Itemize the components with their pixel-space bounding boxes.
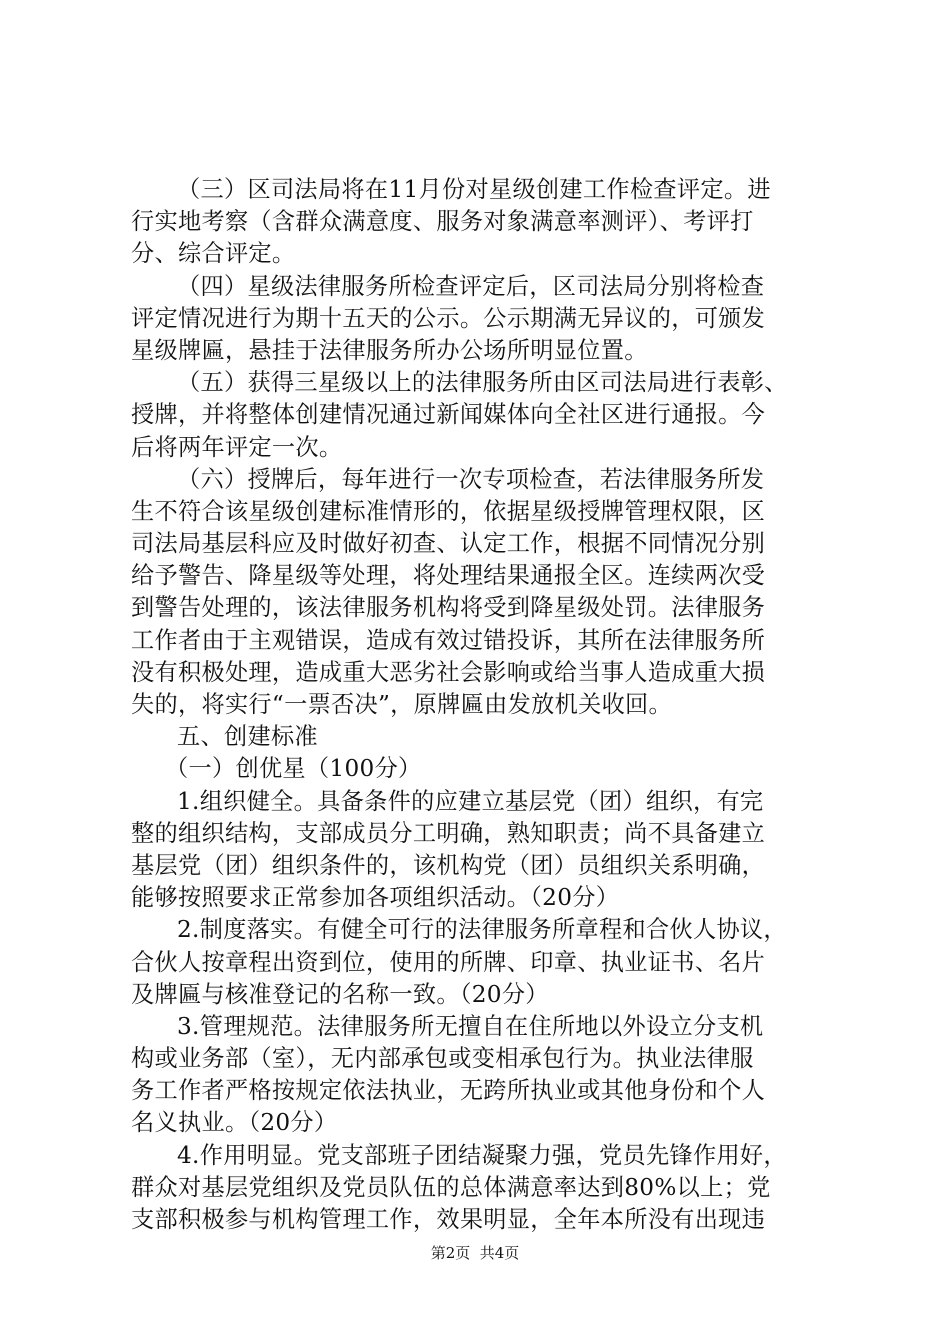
text-line: 及牌匾与核准登记的名称一致。（20分） [131, 980, 549, 1008]
text-line: 支部积极参与机构管理工作，效果明显，全年本所没有出现违 [131, 1206, 766, 1233]
text-line: （三）区司法局将在11月份对星级创建工作检查评定。进 [177, 176, 771, 203]
text-line: 司法局基层科应及时做好初查、认定工作，根据不同情况分别 [131, 530, 766, 558]
text-line: 群众对基层党组织及党员队伍的总体满意率达到80%以上；党 [131, 1173, 771, 1201]
text-line: 基层党（团）组织条件的，该机构党（团）员组织关系明确， [131, 851, 766, 879]
text-line: 给予警告、降星级等处理，将处理结果通报全区。连续两次受 [131, 562, 766, 590]
paragraph [131, 464, 831, 722]
text-line: 2.制度落实。有健全可行的法律服务所章程和合伙人协议， [177, 916, 787, 944]
paragraph [131, 786, 831, 915]
text-line: 失的，将实行“一票否决”，原牌匾由发放机关收回。 [131, 691, 673, 718]
text-line: 构或业务部（室），无内部承包或变相承包行为。执业法律服 [131, 1045, 754, 1073]
text-line: （一）创优星（100分） [165, 755, 422, 783]
text-line: 五、创建标准 [177, 723, 318, 751]
text-line: 行实地考察（含群众满意度、服务对象满意率测评）、考评打 [131, 208, 754, 236]
text-line: 星级牌匾，悬挂于法律服务所办公场所明显位置。 [131, 336, 648, 364]
paragraph [131, 367, 831, 464]
text-line: 没有积极处理，造成重大恶劣社会影响或给当事人造成重大损 [131, 658, 766, 686]
text-line: 生不符合该星级创建标准情形的，依据星级授牌管理权限，区 [131, 497, 766, 525]
paragraph [131, 1011, 831, 1140]
text-line: 评定情况进行为期十五天的公示。公示期满无异议的，可颁发 [131, 304, 766, 332]
text-line: 1.组织健全。具备条件的应建立基层党（团）组织，有完 [177, 787, 764, 815]
text-line: 后将两年评定一次。 [131, 433, 343, 461]
text-line: （六）授牌后，每年进行一次专项检查，若法律服务所发 [177, 465, 765, 493]
text-line: 到警告处理的，该法律服务机构将受到降星级处罚。法律服务 [131, 594, 766, 622]
text-line: 整的组织结构，支部成员分工明确，熟知职责；尚不具备建立 [131, 819, 766, 847]
text-line: 授牌，并将整体创建情况通过新闻媒体向全社区进行通报。今 [131, 401, 766, 429]
text-line: （五）获得三星级以上的法律服务所由区司法局进行表彰、 [177, 369, 788, 397]
text-line: （四）星级法律服务所检查评定后，区司法局分别将检查 [177, 272, 765, 300]
document-body [131, 174, 831, 1236]
page-footer: 第2页 共4页 [430, 1244, 520, 1262]
text-line: 4.作用明显。党支部班子团结凝聚力强，党员先锋作用好， [177, 1141, 787, 1169]
text-line: 能够按照要求正常参加各项组织活动。（20分） [131, 884, 620, 912]
paragraph [131, 1140, 831, 1237]
paragraph [131, 271, 831, 368]
paragraph [131, 914, 831, 1011]
paragraph [131, 721, 831, 753]
text-line: 工作者由于主观错误，造成有效过错投诉，其所在法律服务所 [131, 626, 766, 654]
paragraph [131, 753, 831, 785]
text-line: 名义执业。（20分） [131, 1109, 338, 1137]
text-line: 务工作者严格按规定依法执业，无跨所执业或其他身份和个人 [131, 1077, 766, 1105]
text-line: 3.管理规范。法律服务所无擅自在住所地以外设立分支机 [177, 1012, 764, 1040]
paragraph [131, 174, 831, 271]
text-line: 合伙人按章程出资到位，使用的所牌、印章、执业证书、名片 [131, 948, 766, 976]
text-line: 分、综合评定。 [131, 240, 296, 268]
